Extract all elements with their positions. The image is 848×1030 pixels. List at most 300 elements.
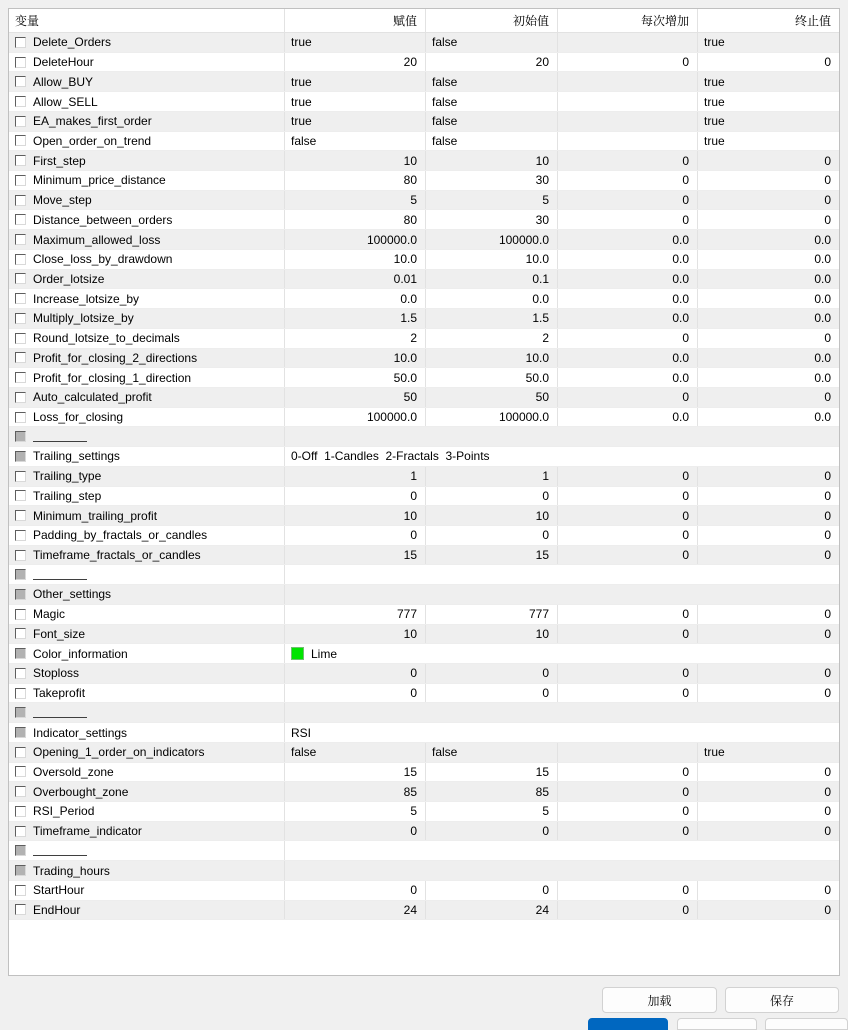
table-row[interactable]: [9, 743, 839, 763]
row-checkbox[interactable]: [15, 234, 26, 245]
step-value-cell[interactable]: 0: [558, 329, 698, 348]
row-checkbox[interactable]: [15, 609, 26, 620]
start-value-cell[interactable]: 10: [426, 625, 558, 644]
value-cell[interactable]: true: [285, 112, 426, 131]
step-value-cell[interactable]: 0.0: [558, 309, 698, 328]
stop-value-cell[interactable]: 0: [824, 508, 831, 523]
table-row[interactable]: [9, 487, 839, 507]
table-row[interactable]: [9, 605, 839, 625]
step-value-cell[interactable]: [558, 72, 698, 91]
table-row[interactable]: [9, 309, 839, 329]
table-row[interactable]: [9, 92, 839, 112]
step-value-cell[interactable]: 0.0: [558, 408, 698, 427]
row-checkbox[interactable]: [15, 688, 26, 699]
param-label: Trailing_step: [33, 488, 102, 503]
stop-value-cell[interactable]: 0: [824, 902, 831, 917]
step-value-cell[interactable]: [558, 92, 698, 111]
value-cell[interactable]: 80: [285, 210, 426, 229]
param-name-cell: [9, 33, 285, 52]
row-checkbox[interactable]: [15, 569, 26, 580]
row-checkbox[interactable]: [15, 648, 26, 659]
param-label: Distance_between_orders: [33, 212, 173, 227]
table-row[interactable]: [9, 546, 839, 566]
table-row[interactable]: [9, 841, 839, 861]
param-name-cell: [9, 388, 285, 407]
table-row[interactable]: [9, 210, 839, 230]
row-checkbox[interactable]: [15, 747, 26, 758]
stop-value-cell[interactable]: 0: [824, 528, 831, 543]
table-row[interactable]: [9, 447, 839, 467]
start-value-cell[interactable]: 10.0: [426, 349, 558, 368]
row-checkbox[interactable]: [15, 589, 26, 600]
stop-value-cell[interactable]: 0.0: [814, 350, 831, 365]
value-cell[interactable]: 100000.0: [285, 230, 426, 249]
step-value-cell[interactable]: [558, 132, 698, 151]
table-header: [9, 9, 839, 33]
stop-value-cell[interactable]: 0.0: [814, 271, 831, 286]
param-label: Trading_hours: [33, 863, 110, 878]
row-checkbox[interactable]: [15, 254, 26, 265]
table-row[interactable]: [9, 427, 839, 447]
table-row[interactable]: [9, 151, 839, 171]
value-cell[interactable]: 10.0: [285, 250, 426, 269]
step-value-cell[interactable]: 0: [558, 487, 698, 506]
value-cell[interactable]: 20: [285, 53, 426, 72]
row-checkbox[interactable]: [15, 865, 26, 876]
row-checkbox[interactable]: [15, 37, 26, 48]
table-row[interactable]: [9, 625, 839, 645]
stop-value-cell[interactable]: 0: [824, 784, 831, 799]
stop-value-cell[interactable]: 0: [824, 55, 831, 70]
value-cell[interactable]: true: [285, 72, 426, 91]
stop-value-cell[interactable]: true: [704, 94, 725, 109]
stop-value-cell[interactable]: true: [704, 74, 725, 89]
value-cell[interactable]: 2: [285, 329, 426, 348]
table-row[interactable]: [9, 388, 839, 408]
start-value-cell[interactable]: 0: [426, 684, 558, 703]
row-checkbox[interactable]: [15, 806, 26, 817]
value-cell[interactable]: 0: [285, 822, 426, 841]
start-value-cell[interactable]: 0.0: [426, 289, 558, 308]
table-row[interactable]: [9, 289, 839, 309]
stop-value-cell[interactable]: 0: [824, 173, 831, 188]
param-label: Move_step: [33, 193, 92, 208]
table-row[interactable]: [9, 723, 839, 743]
start-value-cell[interactable]: 50: [426, 388, 558, 407]
row-checkbox[interactable]: [15, 195, 26, 206]
value-cell[interactable]: 10: [285, 506, 426, 525]
separator-line: [33, 569, 87, 580]
table-row[interactable]: [9, 782, 839, 802]
row-checkbox[interactable]: [15, 352, 26, 363]
row-checkbox[interactable]: [15, 293, 26, 304]
param-name-cell: [9, 408, 285, 427]
value-cell[interactable]: 0.0: [285, 289, 426, 308]
group-value-cell: [285, 723, 839, 742]
start-value-cell[interactable]: 0: [426, 881, 558, 900]
value-cell[interactable]: 5: [285, 191, 426, 210]
param-label: Oversold_zone: [33, 764, 114, 779]
start-value-cell[interactable]: 100000.0: [426, 230, 558, 249]
value-cell[interactable]: 10: [285, 151, 426, 170]
stop-value-cell[interactable]: 0.0: [814, 410, 831, 425]
step-value-cell[interactable]: [558, 112, 698, 131]
row-checkbox[interactable]: [15, 431, 26, 442]
step-value-cell[interactable]: 0: [558, 210, 698, 229]
table-row[interactable]: [9, 230, 839, 250]
column-header-stop: 终止值: [794, 14, 831, 28]
param-name-cell: [9, 467, 285, 486]
row-checkbox[interactable]: [15, 707, 26, 718]
load-button[interactable]: 加载: [602, 987, 717, 1013]
reset-button-partial[interactable]: [765, 1018, 848, 1030]
row-checkbox[interactable]: [15, 786, 26, 797]
step-value-cell[interactable]: 0: [558, 881, 698, 900]
row-checkbox[interactable]: [15, 885, 26, 896]
stop-value-cell[interactable]: 0.0: [814, 291, 831, 306]
start-value-cell[interactable]: 777: [426, 605, 558, 624]
value-cell[interactable]: 1.5: [285, 309, 426, 328]
start-value-cell[interactable]: 0.1: [426, 270, 558, 289]
step-value-cell[interactable]: 0.0: [558, 289, 698, 308]
param-label: First_step: [33, 153, 86, 168]
stop-value-cell[interactable]: 0: [824, 548, 831, 563]
table-row[interactable]: [9, 171, 839, 191]
step-value-cell[interactable]: 0: [558, 763, 698, 782]
row-checkbox[interactable]: [15, 471, 26, 482]
start-value-cell[interactable]: 15: [426, 763, 558, 782]
step-value-cell[interactable]: 0: [558, 684, 698, 703]
param-name-cell: [9, 132, 285, 151]
value-cell[interactable]: 0: [285, 881, 426, 900]
row-checkbox[interactable]: [15, 845, 26, 856]
stop-value-cell[interactable]: 0.0: [814, 232, 831, 247]
row-checkbox[interactable]: [15, 96, 26, 107]
table-row[interactable]: [9, 901, 839, 921]
stop-value-cell[interactable]: 0: [824, 764, 831, 779]
start-value-cell[interactable]: false: [426, 112, 558, 131]
step-value-cell[interactable]: 0.0: [558, 230, 698, 249]
param-label: Delete_Orders: [33, 35, 112, 50]
stop-value-cell[interactable]: 0: [824, 193, 831, 208]
stop-value-cell[interactable]: 0: [824, 626, 831, 641]
step-value-cell[interactable]: 0: [558, 664, 698, 683]
value-cell[interactable]: 0: [285, 526, 426, 545]
row-checkbox[interactable]: [15, 313, 26, 324]
row-checkbox[interactable]: [15, 550, 26, 561]
group-value-cell: [285, 861, 839, 880]
stop-value-cell[interactable]: 0: [824, 212, 831, 227]
value-cell[interactable]: true: [285, 92, 426, 111]
row-checkbox[interactable]: [15, 333, 26, 344]
step-value-cell[interactable]: [558, 743, 698, 762]
row-checkbox[interactable]: [15, 490, 26, 501]
table-row[interactable]: [9, 802, 839, 822]
stop-value-cell[interactable]: 0: [824, 607, 831, 622]
row-checkbox[interactable]: [15, 628, 26, 639]
row-checkbox[interactable]: [15, 116, 26, 127]
table-row[interactable]: [9, 132, 839, 152]
table-row[interactable]: [9, 526, 839, 546]
step-value-cell[interactable]: 0: [558, 467, 698, 486]
param-name-cell: [9, 289, 285, 308]
param-label: Allow_BUY: [33, 74, 94, 89]
step-value-cell[interactable]: 0: [558, 388, 698, 407]
step-value-cell[interactable]: 0.0: [558, 368, 698, 387]
param-name-cell: [9, 743, 285, 762]
row-checkbox[interactable]: [15, 372, 26, 383]
start-value-cell[interactable]: false: [426, 33, 558, 52]
step-value-cell[interactable]: 0: [558, 901, 698, 920]
value-cell[interactable]: false: [285, 743, 426, 762]
row-checkbox[interactable]: [15, 826, 26, 837]
param-label: Loss_for_closing: [33, 410, 124, 425]
param-label: Allow_SELL: [33, 94, 98, 109]
row-checkbox[interactable]: [15, 510, 26, 521]
value-cell[interactable]: 0.01: [285, 270, 426, 289]
param-name-cell: [9, 447, 285, 466]
param-name-cell: [9, 526, 285, 545]
start-value-cell[interactable]: 30: [426, 210, 558, 229]
table-row[interactable]: [9, 881, 839, 901]
param-name-cell: [9, 822, 285, 841]
param-label: Takeprofit: [33, 686, 86, 701]
stop-value-cell[interactable]: true: [704, 114, 725, 129]
step-value-cell[interactable]: 0: [558, 822, 698, 841]
start-value-cell[interactable]: 10: [426, 506, 558, 525]
row-checkbox[interactable]: [15, 668, 26, 679]
start-value-cell[interactable]: 50.0: [426, 368, 558, 387]
param-name-cell: [9, 230, 285, 249]
row-checkbox[interactable]: [15, 451, 26, 462]
param-name-cell: [9, 250, 285, 269]
param-name-cell: [9, 506, 285, 525]
param-name-cell: [9, 901, 285, 920]
table-row[interactable]: [9, 270, 839, 290]
value-cell[interactable]: 100000.0: [285, 408, 426, 427]
param-label: Magic: [33, 607, 66, 622]
start-value-cell[interactable]: false: [426, 132, 558, 151]
start-value-cell[interactable]: 10.0: [426, 250, 558, 269]
start-value-cell[interactable]: 0: [426, 487, 558, 506]
param-name-cell: [9, 546, 285, 565]
table-row[interactable]: [9, 565, 839, 585]
param-name-cell: [9, 565, 285, 584]
param-name-cell: [9, 605, 285, 624]
row-checkbox[interactable]: [15, 904, 26, 915]
cancel-button-partial[interactable]: [677, 1018, 757, 1030]
stop-value-cell[interactable]: 0.0: [814, 370, 831, 385]
stop-value-cell[interactable]: 0: [824, 804, 831, 819]
step-value-cell[interactable]: 0.0: [558, 250, 698, 269]
ok-button-partial[interactable]: [588, 1018, 668, 1030]
row-checkbox[interactable]: [15, 273, 26, 284]
param-label: Increase_lotsize_by: [33, 291, 140, 306]
step-value-cell[interactable]: 0: [558, 605, 698, 624]
column-header-start: 初始值: [426, 9, 558, 32]
start-value-cell[interactable]: 15: [426, 546, 558, 565]
separator-cell: [285, 703, 839, 722]
table-row[interactable]: [9, 585, 839, 605]
table-row[interactable]: [9, 250, 839, 270]
table-row[interactable]: [9, 191, 839, 211]
start-value-cell[interactable]: 85: [426, 782, 558, 801]
value-cell[interactable]: 50.0: [285, 368, 426, 387]
param-label: EA_makes_first_order: [33, 114, 152, 129]
stop-value-cell[interactable]: 0: [824, 686, 831, 701]
start-value-cell[interactable]: false: [426, 72, 558, 91]
step-value-cell[interactable]: 0: [558, 802, 698, 821]
param-name-cell: [9, 329, 285, 348]
step-value-cell[interactable]: 0: [558, 625, 698, 644]
start-value-cell[interactable]: 5: [426, 802, 558, 821]
row-checkbox[interactable]: [15, 76, 26, 87]
param-label: Profit_for_closing_2_directions: [33, 350, 198, 365]
row-checkbox[interactable]: [15, 57, 26, 68]
stop-value-cell[interactable]: true: [704, 35, 725, 50]
start-value-cell[interactable]: 2: [426, 329, 558, 348]
separator-line: [33, 431, 87, 442]
param-label: Indicator_settings: [33, 725, 128, 740]
table-row[interactable]: [9, 684, 839, 704]
start-value-cell[interactable]: 1: [426, 467, 558, 486]
step-value-cell[interactable]: 0: [558, 782, 698, 801]
value-cell[interactable]: 80: [285, 171, 426, 190]
table-row[interactable]: [9, 664, 839, 684]
table-row[interactable]: [9, 822, 839, 842]
row-checkbox[interactable]: [15, 766, 26, 777]
stop-value-cell[interactable]: 0: [824, 666, 831, 681]
start-value-cell[interactable]: 5: [426, 191, 558, 210]
value-cell[interactable]: 0: [285, 684, 426, 703]
table-row[interactable]: [9, 112, 839, 132]
table-row[interactable]: [9, 408, 839, 428]
value-cell[interactable]: 10.0: [285, 349, 426, 368]
step-value-cell[interactable]: 0: [558, 546, 698, 565]
color-swatch: [291, 647, 304, 660]
value-cell[interactable]: true: [285, 33, 426, 52]
step-value-cell[interactable]: 0: [558, 191, 698, 210]
param-label: Minimum_price_distance: [33, 173, 166, 188]
stop-value-cell[interactable]: 0: [824, 883, 831, 898]
row-checkbox[interactable]: [15, 412, 26, 423]
value-cell[interactable]: 50: [285, 388, 426, 407]
step-value-cell[interactable]: [558, 33, 698, 52]
value-cell[interactable]: 1: [285, 467, 426, 486]
table-row[interactable]: [9, 72, 839, 92]
value-cell[interactable]: 5: [285, 802, 426, 821]
value-cell[interactable]: 0: [285, 487, 426, 506]
param-name-cell: [9, 782, 285, 801]
table-row[interactable]: [9, 644, 839, 664]
start-value-cell[interactable]: 24: [426, 901, 558, 920]
param-label: Maximum_allowed_loss: [33, 232, 161, 247]
param-label: Auto_calculated_profit: [33, 390, 152, 405]
value-cell[interactable]: 0: [285, 664, 426, 683]
param-label: Trailing_settings: [33, 449, 120, 464]
start-value-cell[interactable]: 0: [426, 664, 558, 683]
start-value-cell[interactable]: 100000.0: [426, 408, 558, 427]
row-checkbox[interactable]: [15, 135, 26, 146]
row-checkbox[interactable]: [15, 392, 26, 403]
param-name-cell: [9, 112, 285, 131]
start-value-cell[interactable]: 20: [426, 53, 558, 72]
start-value-cell[interactable]: 30: [426, 171, 558, 190]
table-row[interactable]: [9, 861, 839, 881]
value-cell[interactable]: false: [285, 132, 426, 151]
start-value-cell[interactable]: false: [426, 743, 558, 762]
stop-value-cell[interactable]: 0: [824, 488, 831, 503]
row-checkbox[interactable]: [15, 530, 26, 541]
table-row[interactable]: [9, 467, 839, 487]
stop-value-cell[interactable]: true: [704, 745, 725, 760]
stop-value-cell[interactable]: true: [704, 133, 725, 148]
row-checkbox[interactable]: [15, 175, 26, 186]
stop-value-cell[interactable]: 0.0: [814, 252, 831, 267]
stop-value-cell[interactable]: 0: [824, 331, 831, 346]
step-value-cell[interactable]: 0.0: [558, 270, 698, 289]
table-row[interactable]: [9, 349, 839, 369]
table-row[interactable]: [9, 703, 839, 723]
row-checkbox[interactable]: [15, 727, 26, 738]
param-label: Other_settings: [33, 587, 112, 602]
step-value-cell[interactable]: 0: [558, 53, 698, 72]
start-value-cell[interactable]: 10: [426, 151, 558, 170]
step-value-cell[interactable]: 0: [558, 526, 698, 545]
value-cell[interactable]: 777: [285, 605, 426, 624]
step-value-cell[interactable]: 0: [558, 171, 698, 190]
save-button[interactable]: 保存: [725, 987, 839, 1013]
param-name-cell: [9, 487, 285, 506]
param-name-cell: [9, 427, 285, 446]
value-cell[interactable]: 85: [285, 782, 426, 801]
table-row[interactable]: [9, 763, 839, 783]
step-value-cell[interactable]: 0: [558, 151, 698, 170]
stop-value-cell[interactable]: 0: [824, 153, 831, 168]
param-label: Timeframe_fractals_or_candles: [33, 548, 201, 563]
table-row[interactable]: [9, 506, 839, 526]
table-row[interactable]: [9, 53, 839, 73]
param-label: Timeframe_indicator: [33, 824, 142, 839]
separator-line: [33, 845, 87, 856]
stop-value-cell[interactable]: 0.0: [814, 311, 831, 326]
start-value-cell[interactable]: 0: [426, 822, 558, 841]
table-row[interactable]: [9, 368, 839, 388]
value-cell[interactable]: 15: [285, 546, 426, 565]
stop-value-cell[interactable]: 0: [824, 390, 831, 405]
param-label: Profit_for_closing_1_direction: [33, 370, 192, 385]
row-checkbox[interactable]: [15, 155, 26, 166]
stop-value-cell[interactable]: 0: [824, 824, 831, 839]
param-label: Close_loss_by_drawdown: [33, 252, 173, 267]
group-value-text: RSI: [291, 725, 312, 740]
table-row[interactable]: [9, 329, 839, 349]
start-value-cell[interactable]: false: [426, 92, 558, 111]
table-row[interactable]: [9, 33, 839, 53]
separator-cell: [285, 427, 839, 446]
start-value-cell[interactable]: 1.5: [426, 309, 558, 328]
column-header-step: 每次增加: [558, 9, 698, 32]
step-value-cell[interactable]: 0.0: [558, 349, 698, 368]
value-cell[interactable]: 24: [285, 901, 426, 920]
param-name-cell: [9, 191, 285, 210]
stop-value-cell[interactable]: 0: [824, 469, 831, 484]
start-value-cell[interactable]: 0: [426, 526, 558, 545]
value-cell[interactable]: 10: [285, 625, 426, 644]
row-checkbox[interactable]: [15, 214, 26, 225]
value-cell[interactable]: 15: [285, 763, 426, 782]
step-value-cell[interactable]: 0: [558, 506, 698, 525]
